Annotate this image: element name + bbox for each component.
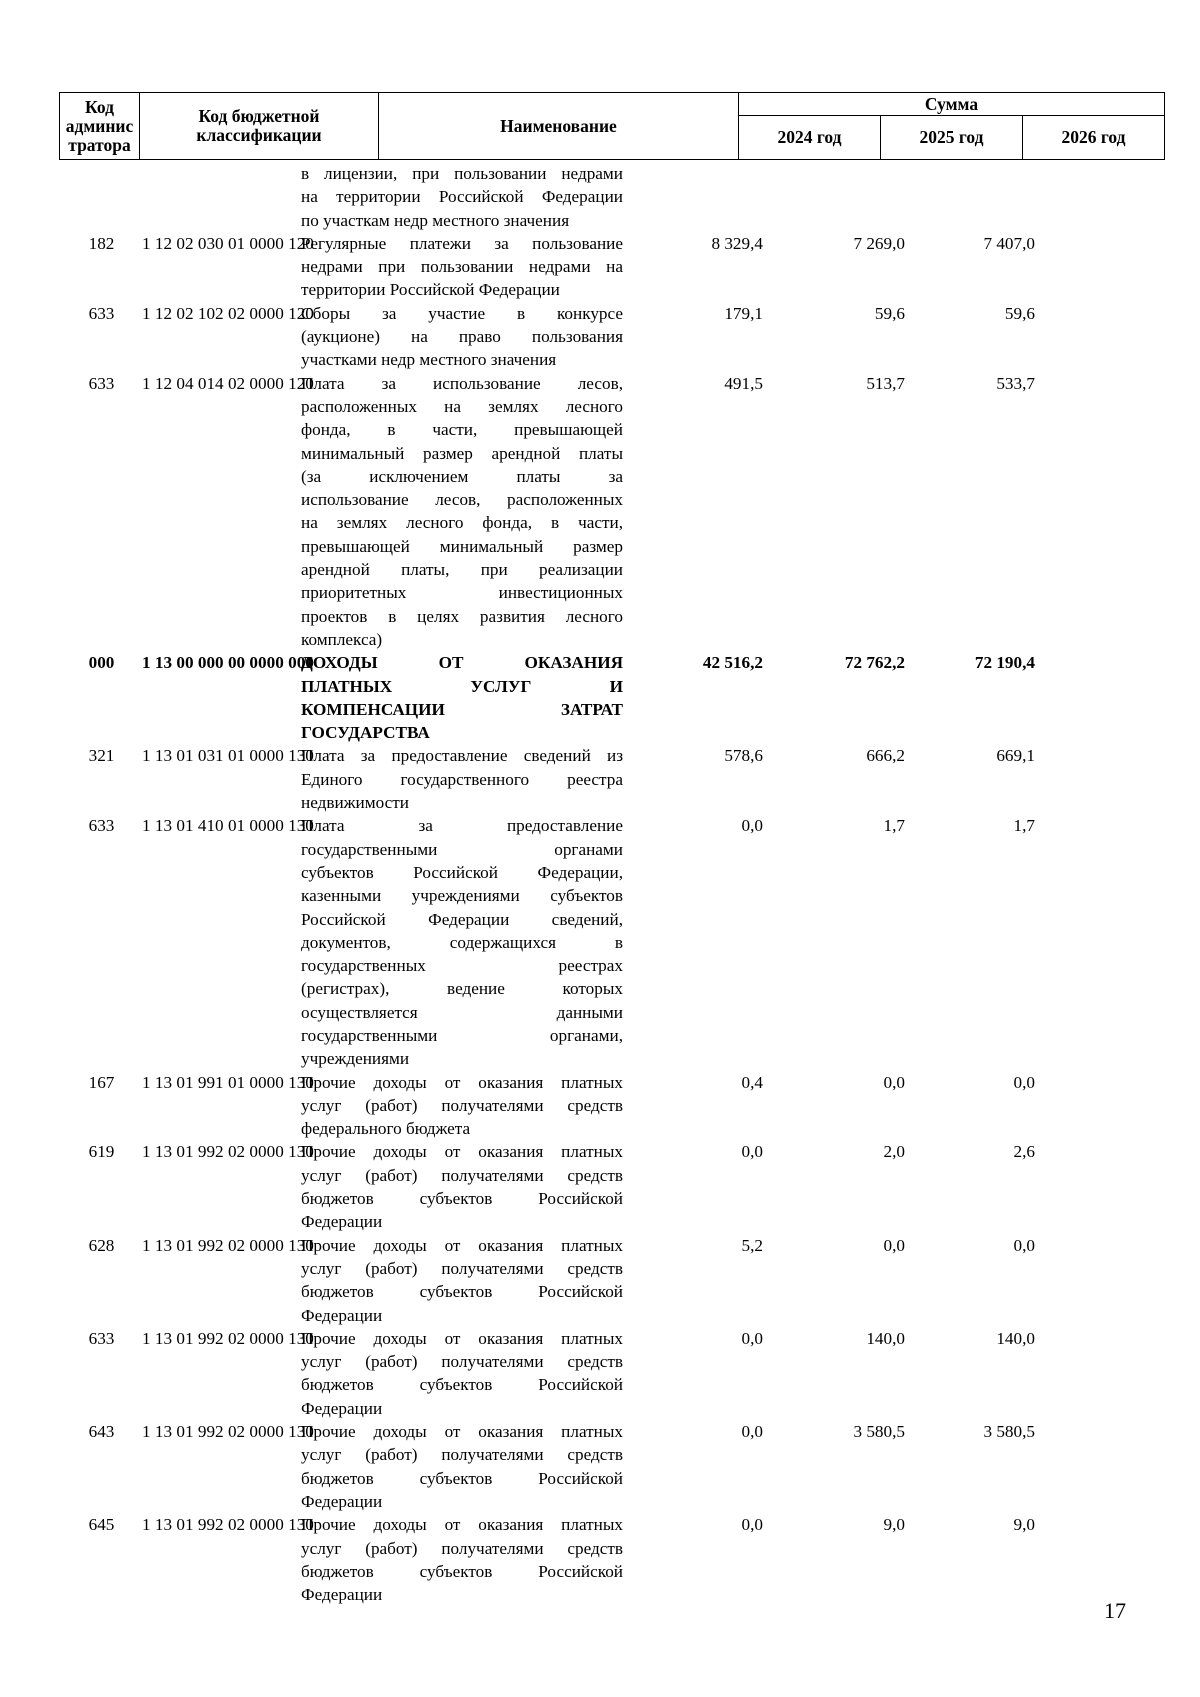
table-header	[59, 92, 1165, 160]
sum-2024-cell: 42 516,2	[702, 653, 763, 673]
header-sum: Сумма	[924, 93, 979, 114]
name-line: услуг (работ) получателями средств	[301, 1258, 623, 1278]
name-line: казенными учреждениями субъектов	[301, 886, 623, 906]
sum-2026-cell: 0,0	[1013, 1235, 1035, 1255]
table-row	[0, 1327, 1200, 1420]
name-line: Российской Федерации сведений,	[301, 909, 623, 929]
name-cell	[289, 232, 625, 302]
sum-2025-cell: 513,7	[866, 373, 905, 393]
name-line: ДОХОДЫ ОТ ОКАЗАНИЯ	[301, 653, 623, 673]
name-cell	[289, 162, 625, 232]
name-line: Прочие доходы от оказания платных	[301, 1328, 623, 1348]
table-row	[0, 232, 1200, 302]
table-row	[0, 1234, 1200, 1327]
name-line: государственными органами	[301, 839, 623, 859]
name-line: услуг (работ) получателями средств	[301, 1095, 623, 1115]
header-admin-code-line2: админис	[65, 115, 134, 136]
sum-2025-cell: 2,0	[883, 1142, 905, 1162]
name-cell	[289, 1234, 625, 1327]
sum-2024-cell: 0,0	[741, 816, 763, 836]
admin-code-cell: 633	[88, 373, 115, 393]
admin-code-cell: 167	[88, 1072, 115, 1092]
sum-2025-cell: 140,0	[866, 1328, 905, 1348]
sum-2026-cell: 59,6	[1004, 303, 1035, 323]
sum-2026-cell: 9,0	[1013, 1515, 1035, 1535]
name-line: услуг (работ) получателями средств	[301, 1165, 623, 1185]
name-line: Регулярные платежи за пользование	[301, 233, 623, 253]
sum-2024-cell	[625, 162, 767, 232]
kbk-cell	[138, 162, 289, 232]
name-line: бюджетов субъектов Российской	[301, 1468, 623, 1488]
kbk-cell: 1 13 01 992 02 0000 130	[142, 1142, 314, 1162]
sum-2024-cell: 5,2	[741, 1235, 763, 1255]
kbk-cell: 1 12 04 014 02 0000 120	[142, 373, 314, 393]
kbk-cell: 1 13 01 410 01 0000 130	[142, 816, 314, 836]
name-cell	[289, 1513, 625, 1606]
table-row	[0, 302, 1200, 372]
sum-2024-cell: 0,4	[741, 1072, 763, 1092]
name-line: субъектов Российской Федерации,	[301, 862, 623, 882]
sum-2026-cell: 1,7	[1013, 816, 1035, 836]
name-line: услуг (работ) получателями средств	[301, 1352, 623, 1372]
name-line: Плата за использование лесов,	[301, 373, 623, 393]
sum-2026-cell: 140,0	[996, 1328, 1035, 1348]
name-line: участками недр местного значения	[301, 350, 557, 370]
admin-code-cell: 645	[88, 1515, 115, 1535]
name-line: приоритетных инвестиционных	[301, 583, 623, 603]
name-line: проектов в целях развития лесного	[301, 606, 623, 626]
name-line: Прочие доходы от оказания платных	[301, 1072, 623, 1092]
sum-2024-cell: 0,0	[741, 1515, 763, 1535]
name-line: фонда, в части, превышающей	[301, 420, 623, 440]
name-line: КОМПЕНСАЦИИ ЗАТРАТ	[301, 699, 623, 719]
sum-2026-cell: 0,0	[1013, 1072, 1035, 1092]
sum-2024-cell: 578,6	[724, 746, 763, 766]
table-row	[0, 814, 1200, 1070]
name-line: по участкам недр местного значения	[301, 210, 570, 230]
table-row	[0, 1140, 1200, 1233]
name-line: Федерации	[301, 1305, 383, 1325]
admin-code-cell: 321	[88, 746, 115, 766]
name-line: ГОСУДАРСТВА	[301, 723, 430, 743]
header-kbk-line2: классификации	[196, 125, 322, 145]
sum-2025-cell: 59,6	[874, 303, 905, 323]
name-line: Прочие доходы от оказания платных	[301, 1235, 623, 1255]
name-line: (регистрах), ведение которых	[301, 979, 623, 999]
sum-2026-cell: 7 407,0	[983, 233, 1035, 253]
sum-2024-cell: 179,1	[724, 303, 763, 323]
admin-code-cell: 633	[88, 303, 115, 323]
header-2026: 2026 год	[1061, 127, 1126, 147]
kbk-cell: 1 12 02 102 02 0000 120	[142, 303, 314, 323]
header-2024: 2024 год	[777, 127, 842, 147]
table-row	[0, 372, 1200, 652]
table-row	[0, 162, 1200, 232]
name-line: документов, содержащихся в	[301, 932, 623, 952]
name-cell	[289, 744, 625, 814]
name-cell	[289, 814, 625, 1070]
sum-2024-cell: 0,0	[741, 1422, 763, 1442]
name-line: превышающей минимальный размер	[301, 536, 623, 556]
sum-2026-cell: 669,1	[996, 746, 1035, 766]
table-body	[0, 162, 1200, 1606]
header-admin-code-line3: тратора	[68, 134, 131, 155]
kbk-cell: 1 13 01 992 02 0000 130	[142, 1328, 314, 1348]
name-line: ПЛАТНЫХ УСЛУГ И	[301, 676, 623, 696]
sum-2026-cell	[909, 162, 1049, 232]
kbk-cell: 1 13 01 031 01 0000 130	[142, 746, 314, 766]
name-line: (за исключением платы за	[301, 466, 623, 486]
table-row	[0, 1071, 1200, 1141]
sum-2025-cell: 9,0	[883, 1515, 905, 1535]
name-line: бюджетов субъектов Российской	[301, 1375, 623, 1395]
name-line: Плата за предоставление сведений из	[301, 746, 623, 766]
sum-2024-cell: 491,5	[724, 373, 763, 393]
admin-code-cell: 619	[88, 1142, 115, 1162]
name-line: минимальный размер арендной платы	[301, 443, 623, 463]
table-row	[0, 651, 1200, 744]
sum-2025-cell: 3 580,5	[853, 1422, 905, 1442]
table-row	[0, 1420, 1200, 1513]
name-cell	[289, 651, 625, 744]
name-line: государственными органами,	[301, 1025, 623, 1045]
name-line: Прочие доходы от оказания платных	[301, 1515, 623, 1535]
name-line: на территории Российской Федерации	[301, 187, 623, 207]
header-name: Наименование	[500, 115, 617, 136]
name-line: недрами при пользовании недрами на	[301, 257, 623, 277]
sum-2025-cell: 0,0	[883, 1235, 905, 1255]
kbk-cell: 1 13 00 000 00 0000 000	[142, 653, 314, 673]
header-admin-code	[60, 93, 139, 159]
kbk-cell: 1 13 01 992 02 0000 130	[142, 1422, 314, 1442]
name-line: на землях лесного фонда, в части,	[301, 513, 623, 533]
sum-2026-cell: 3 580,5	[983, 1422, 1035, 1442]
sum-2026-cell: 72 190,4	[974, 653, 1035, 673]
sum-2024-cell: 0,0	[741, 1328, 763, 1348]
name-line: Прочие доходы от оказания платных	[301, 1142, 623, 1162]
name-line: Прочие доходы от оказания платных	[301, 1422, 623, 1442]
sum-2026-cell: 533,7	[996, 373, 1035, 393]
name-line: Федерации	[301, 1585, 383, 1605]
sum-2025-cell: 1,7	[883, 816, 905, 836]
name-line: Сборы за участие в конкурсе	[301, 303, 623, 323]
name-line: (аукционе) на право пользования	[301, 327, 623, 347]
page-number: 17	[1104, 1598, 1126, 1623]
name-line: использование лесов, расположенных	[301, 490, 623, 510]
name-cell	[289, 302, 625, 372]
name-line: арендной платы, при реализации	[301, 560, 623, 580]
name-line: расположенных на землях лесного	[301, 396, 623, 416]
sum-2025-cell: 72 762,2	[844, 653, 905, 673]
name-line: осуществляется данными	[301, 1002, 623, 1022]
admin-code-cell: 182	[88, 233, 115, 253]
kbk-cell: 1 13 01 992 02 0000 130	[142, 1515, 314, 1535]
sum-2025-cell: 666,2	[866, 746, 905, 766]
name-line: бюджетов субъектов Российской	[301, 1282, 623, 1302]
name-cell	[289, 1420, 625, 1513]
name-line: федерального бюджета	[301, 1119, 471, 1139]
name-line: в лицензии, при пользовании недрами	[301, 164, 623, 183]
name-line: Федерации	[301, 1491, 383, 1511]
admin-code-cell: 628	[88, 1235, 115, 1255]
name-line: услуг (работ) получателями средств	[301, 1538, 623, 1558]
name-cell	[289, 1071, 625, 1141]
header-admin-code-line1: Код	[85, 96, 114, 117]
name-line: государственных реестрах	[301, 956, 623, 976]
admin-code-cell: 000	[88, 653, 115, 673]
admin-code-cell: 633	[88, 816, 115, 836]
kbk-cell: 1 13 01 992 02 0000 130	[142, 1235, 314, 1255]
name-line: Федерации	[301, 1212, 383, 1232]
name-line: комплекса)	[301, 629, 383, 649]
sum-2025-cell	[767, 162, 909, 232]
name-line: Плата за предоставление	[301, 816, 623, 836]
name-line: бюджетов субъектов Российской	[301, 1561, 623, 1581]
header-kbk	[140, 93, 378, 159]
header-2025: 2025 год	[919, 127, 984, 147]
kbk-cell: 1 13 01 991 01 0000 130	[142, 1072, 314, 1092]
name-line: услуг (работ) получателями средств	[301, 1445, 623, 1465]
name-line: бюджетов субъектов Российской	[301, 1189, 623, 1209]
name-line: Единого государственного реестра	[301, 769, 623, 789]
sum-2025-cell: 7 269,0	[853, 233, 905, 253]
name-line: Федерации	[301, 1398, 383, 1418]
table-row	[0, 744, 1200, 814]
name-cell	[289, 372, 625, 652]
name-line: территории Российской Федерации	[301, 280, 560, 300]
kbk-cell: 1 12 02 030 01 0000 120	[142, 233, 314, 253]
table-row	[0, 1513, 1200, 1606]
sum-2026-cell: 2,6	[1013, 1142, 1035, 1162]
sum-2024-cell: 8 329,4	[711, 233, 763, 253]
name-line: недвижимости	[301, 793, 409, 813]
admin-code-cell	[65, 162, 138, 232]
name-cell	[289, 1140, 625, 1233]
admin-code-cell: 633	[88, 1328, 115, 1348]
header-kbk-line1: Код бюджетной	[198, 106, 320, 126]
name-line: учреждениями	[301, 1049, 410, 1069]
sum-2025-cell: 0,0	[883, 1072, 905, 1092]
name-cell	[289, 1327, 625, 1420]
admin-code-cell: 643	[88, 1422, 115, 1442]
sum-2024-cell: 0,0	[741, 1142, 763, 1162]
